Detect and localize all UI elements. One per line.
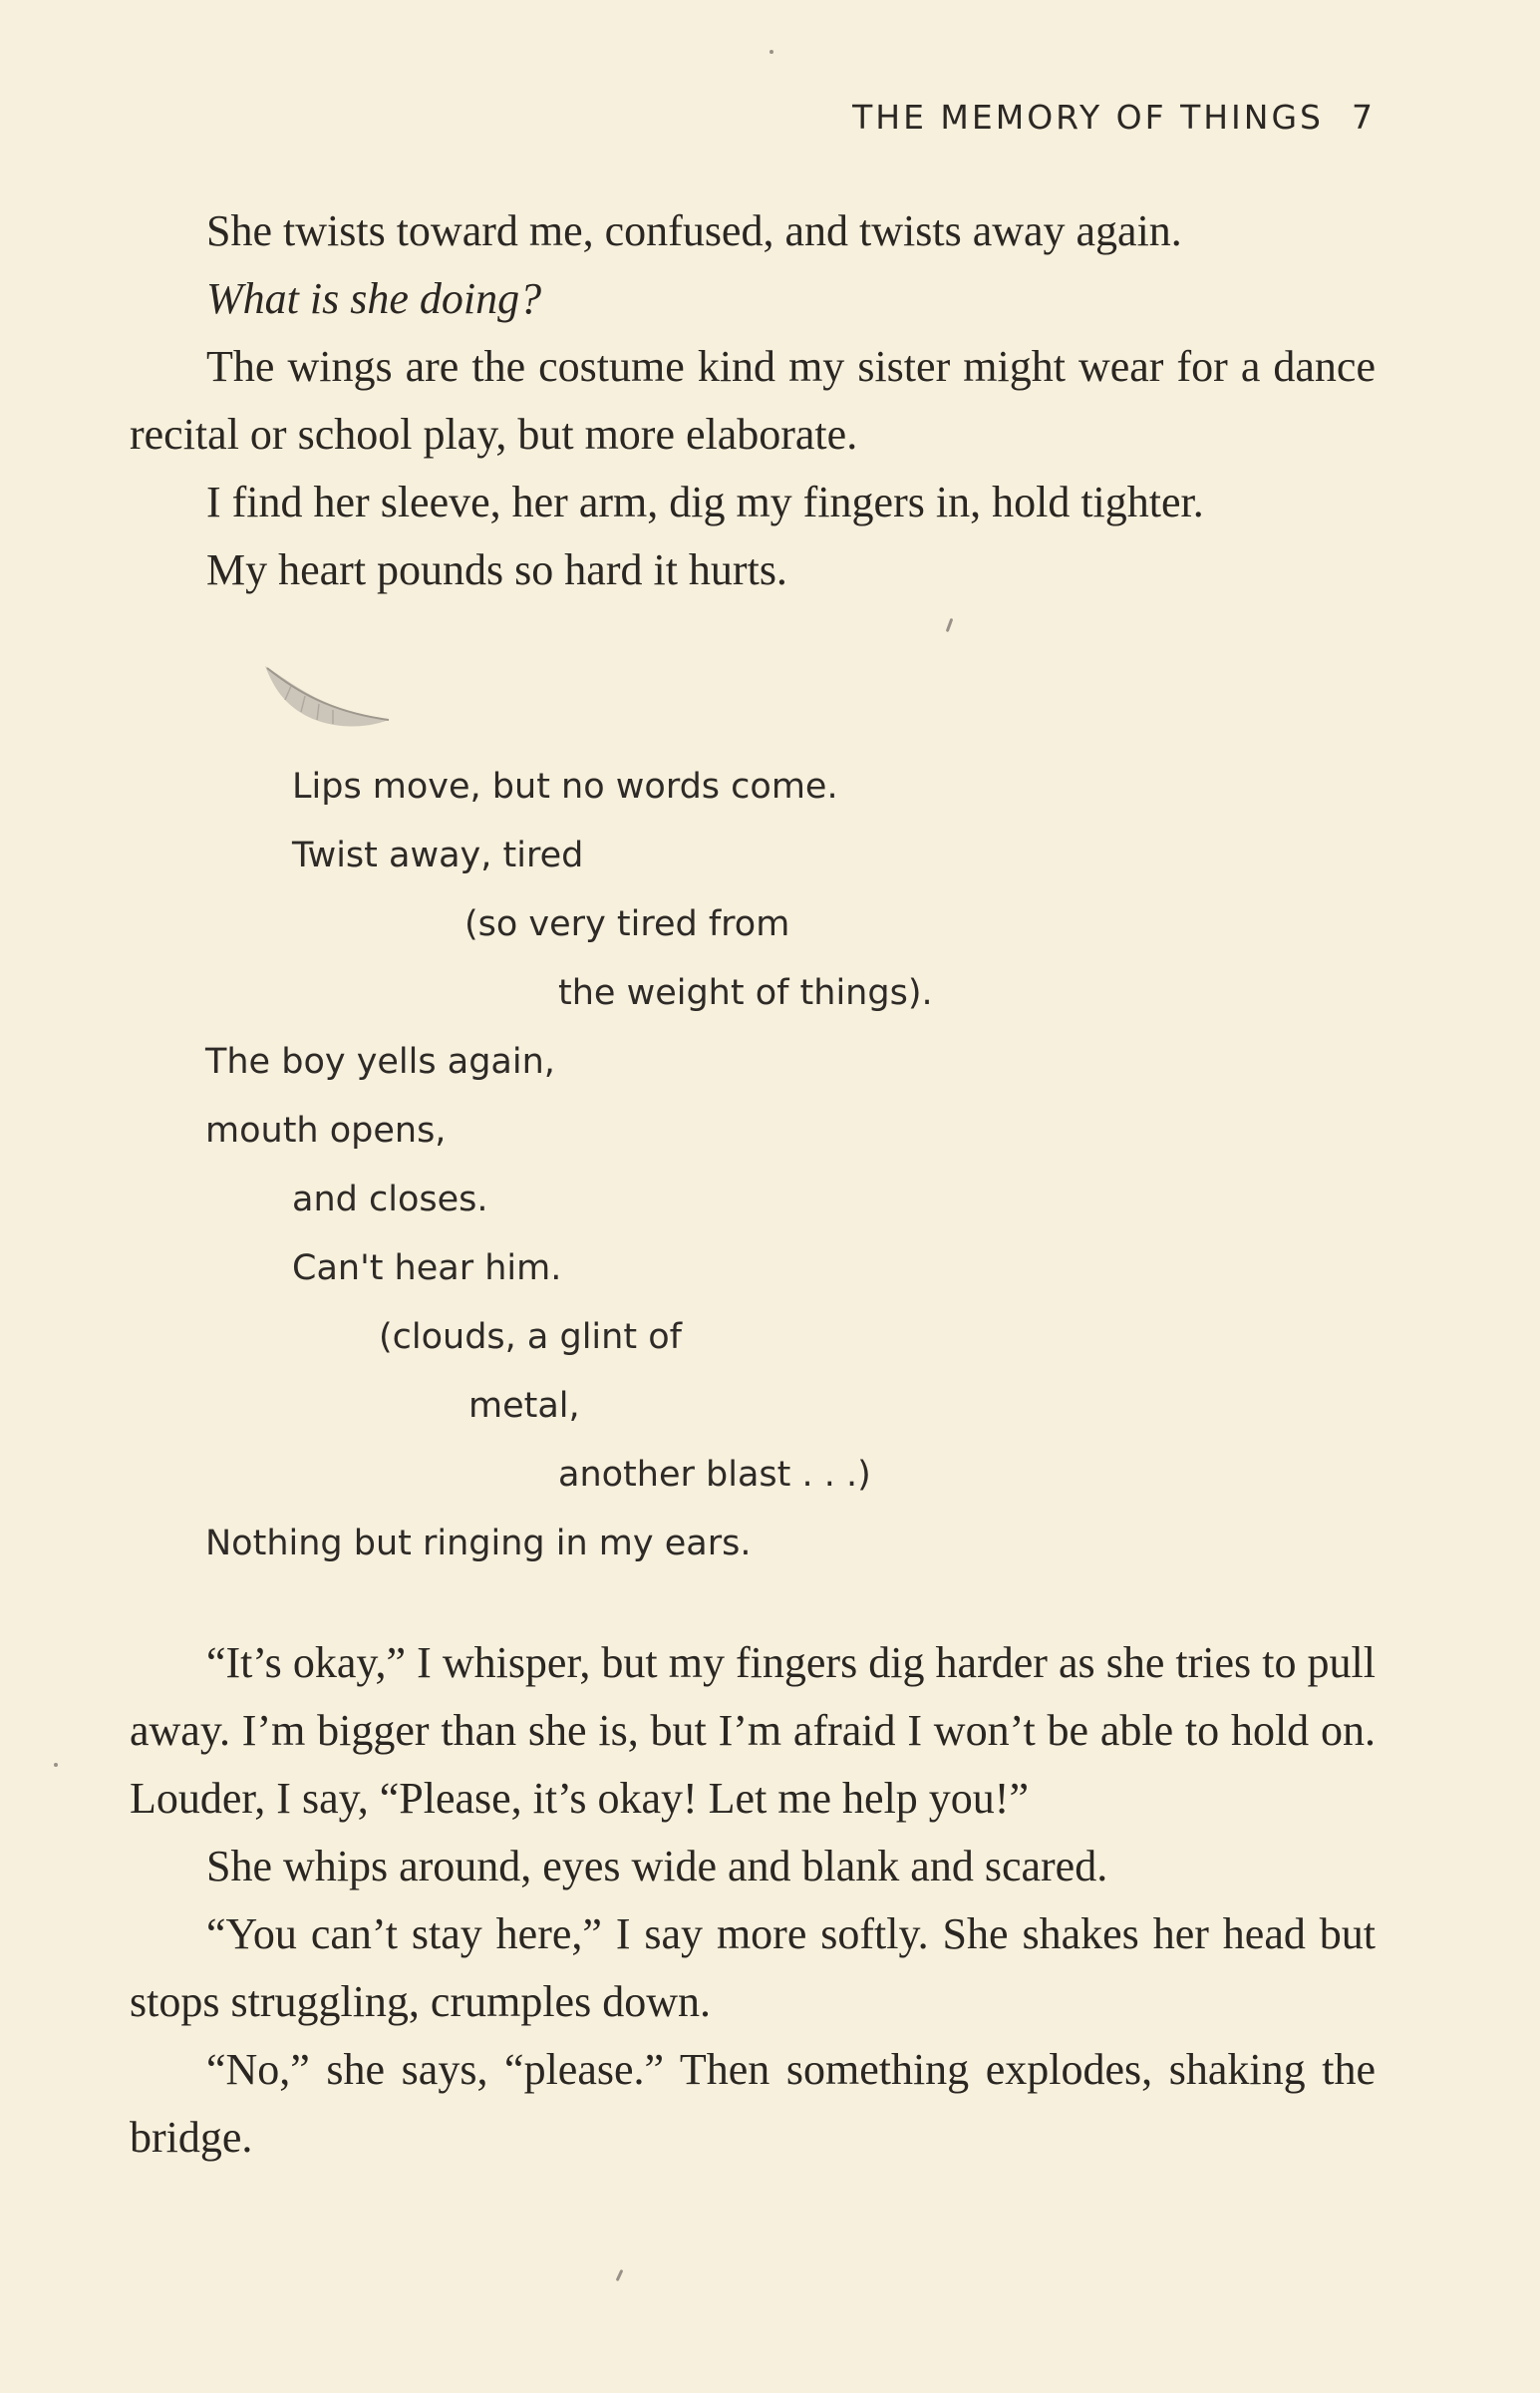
page-number: 7 [1352,98,1376,137]
paragraph: “It’s okay,” I whisper, but my fingers dig harder as she tries to pull away. I’m bigger than she is, but I’m afraid I won’t be able to hold on. Louder, I say, “Please, it’s okay! Let me help you!” [130,1638,1376,1823]
feather-icon [261,662,401,742]
verse-line: Can't hear him. [292,1248,562,1288]
verse-line: mouth opens, [205,1111,447,1151]
verse-line: Lips move, but no words come. [292,767,838,807]
verse-line: The boy yells again, [205,1042,555,1082]
paragraph: I find her sleeve, her arm, dig my fingers in, hold tighter. [206,478,1204,526]
paper-speck [770,50,773,54]
paragraph: “No,” she says, “please.” Then something explodes, shaking the bridge. [130,2045,1376,2162]
paper-speck [616,2269,624,2281]
verse-line: and closes. [292,1180,488,1219]
verse-line: Twist away, tired [292,836,584,875]
paragraph: “You can’t stay here,” I say more softly. She shakes her head but stops struggling, crumples down. [130,1909,1376,2026]
verse-line: (clouds, a glint of [379,1317,682,1357]
prose-section-bottom [130,1629,1376,2172]
paragraph: The wings are the costume kind my sister might wear for a dance recital or school play, but more elaborate. [130,342,1376,459]
verse-line: another blast . . .) [558,1455,871,1495]
running-head [777,98,1376,137]
italic-thought: What is she doing? [206,274,542,323]
paper-speck [946,618,954,632]
verse-line: Nothing but ringing in my ears. [205,1524,752,1563]
paragraph: She twists toward me, confused, and twists away again. [206,206,1182,255]
paper-speck [54,1763,58,1767]
paragraph: She whips around, eyes wide and blank and scared. [206,1842,1108,1890]
verse-line: (so very tired from [464,904,790,944]
verse-line: metal, [468,1386,580,1426]
verse-line: the weight of things). [558,973,933,1013]
paragraph: My heart pounds so hard it hurts. [206,545,787,594]
running-head-title: THE MEMORY OF THINGS [852,98,1324,137]
prose-section-top [130,197,1376,604]
paragraph-italic [130,265,1376,333]
